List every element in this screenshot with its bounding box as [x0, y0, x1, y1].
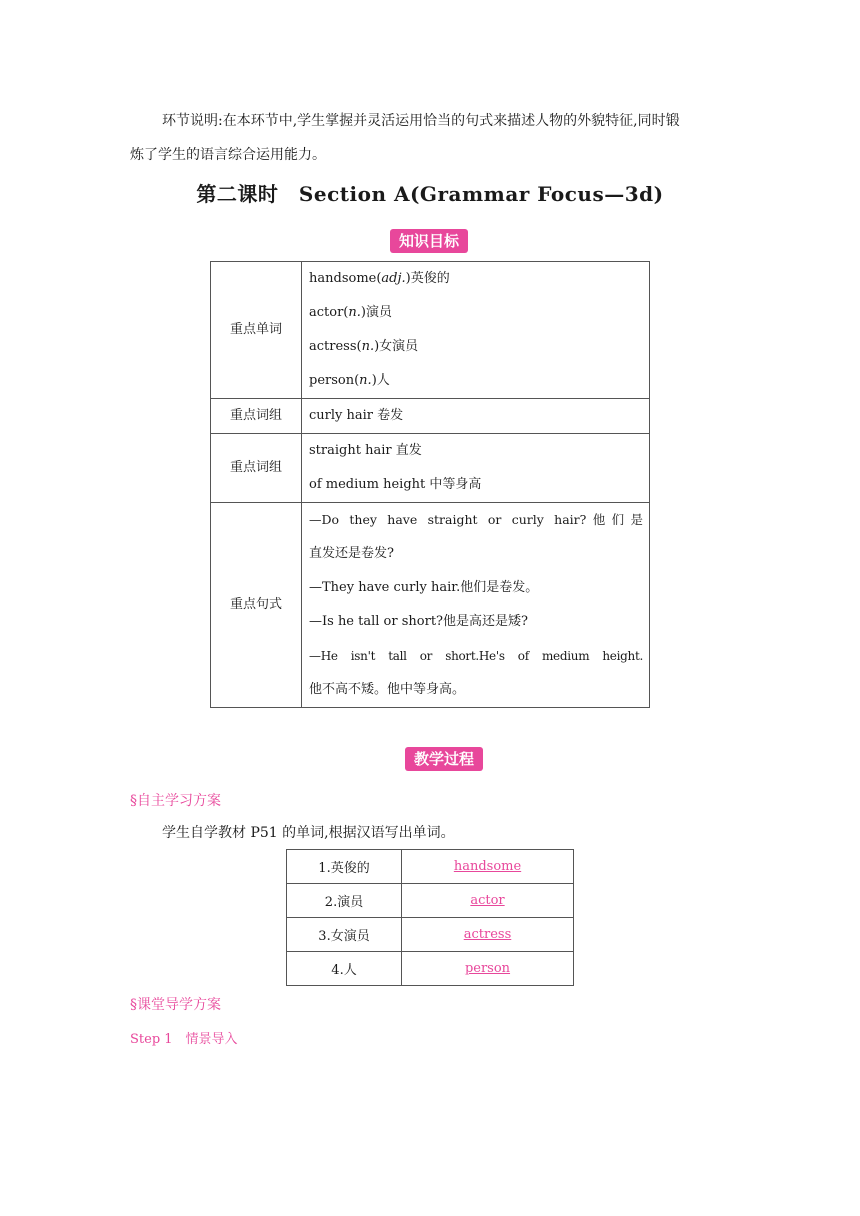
sentence-item: 他不高不矮。他中等身高。 [309, 682, 466, 697]
key-words-cell [302, 262, 650, 399]
key-word-item: actress(n.)女演员 [309, 339, 419, 354]
vocab-prompt: 3.女演员 [287, 918, 402, 952]
knowledge-table [210, 261, 650, 708]
lesson-title: 第二课时 Section A(Grammar Focus—3d) [196, 182, 664, 206]
table-row [287, 918, 574, 952]
vocab-prompt: 1.英俊的 [287, 850, 402, 884]
self-study-instruction: 学生自学教材 P51 的单词,根据汉语写出单词。 [162, 825, 455, 841]
sentence-item: —He isn't tall or short.He's of medium height. [309, 649, 643, 663]
key-words-label: 重点单词 [211, 262, 302, 399]
vocab-answer-text: actor [470, 893, 505, 908]
vocab-prompt: 2.演员 [287, 884, 402, 918]
phrase-item: straight hair 直发 [309, 443, 422, 458]
sentence-item: —Do they have straight or curly hair?他们是 [309, 512, 643, 527]
step-heading: Step 1 情景导入 [130, 1032, 238, 1047]
phrase-item: curly hair 卷发 [309, 408, 404, 423]
teaching-process-badge: 教学过程 [405, 747, 483, 771]
key-phrases-cell [302, 399, 650, 434]
sentence-item: —Is he tall or short?他是高还是矮? [309, 614, 528, 629]
vocab-answer [402, 884, 574, 918]
vocab-answer-text: handsome [453, 859, 522, 874]
key-word-item: actor(n.)演员 [309, 305, 392, 320]
vocab-answer [402, 952, 574, 986]
knowledge-goals-badge: 知识目标 [390, 229, 468, 253]
table-row [287, 850, 574, 884]
self-study-heading: §自主学习方案 [130, 793, 221, 809]
sentence-item: —They have curly hair.他们是卷发。 [309, 580, 539, 595]
classroom-guide-heading: §课堂导学方案 [130, 997, 221, 1013]
vocab-answer [402, 918, 574, 952]
key-word-item: person(n.)人 [309, 373, 390, 388]
key-sentences-label: 重点句式 [211, 503, 302, 708]
key-word-item: handsome(adj.)英俊的 [309, 271, 450, 286]
key-sentences-cell [302, 503, 650, 708]
intro-paragraph-cont [130, 138, 750, 172]
table-row [211, 262, 650, 399]
intro-line-1: 环节说明:在本环节中,学生掌握并灵活运用恰当的句式来描述人物的外貌特征,同时锻 [162, 113, 680, 129]
key-phrases-cell [302, 434, 650, 503]
intro-paragraph [130, 104, 750, 138]
vocab-prompt: 4.人 [287, 952, 402, 986]
sentence-item: 直发还是卷发? [309, 546, 394, 561]
table-row [211, 503, 650, 708]
table-row [287, 884, 574, 918]
vocab-answer [402, 850, 574, 884]
vocab-answer-text: actress [463, 927, 512, 942]
key-phrases-label: 重点词组 [211, 399, 302, 434]
key-phrases-label: 重点词组 [211, 434, 302, 503]
table-row [211, 434, 650, 503]
phrase-item: of medium height 中等身高 [309, 477, 482, 492]
vocabulary-table [286, 849, 574, 986]
vocab-answer-text: person [464, 961, 511, 976]
intro-line-2: 炼了学生的语言综合运用能力。 [130, 147, 326, 163]
table-row [287, 952, 574, 986]
table-row [211, 399, 650, 434]
